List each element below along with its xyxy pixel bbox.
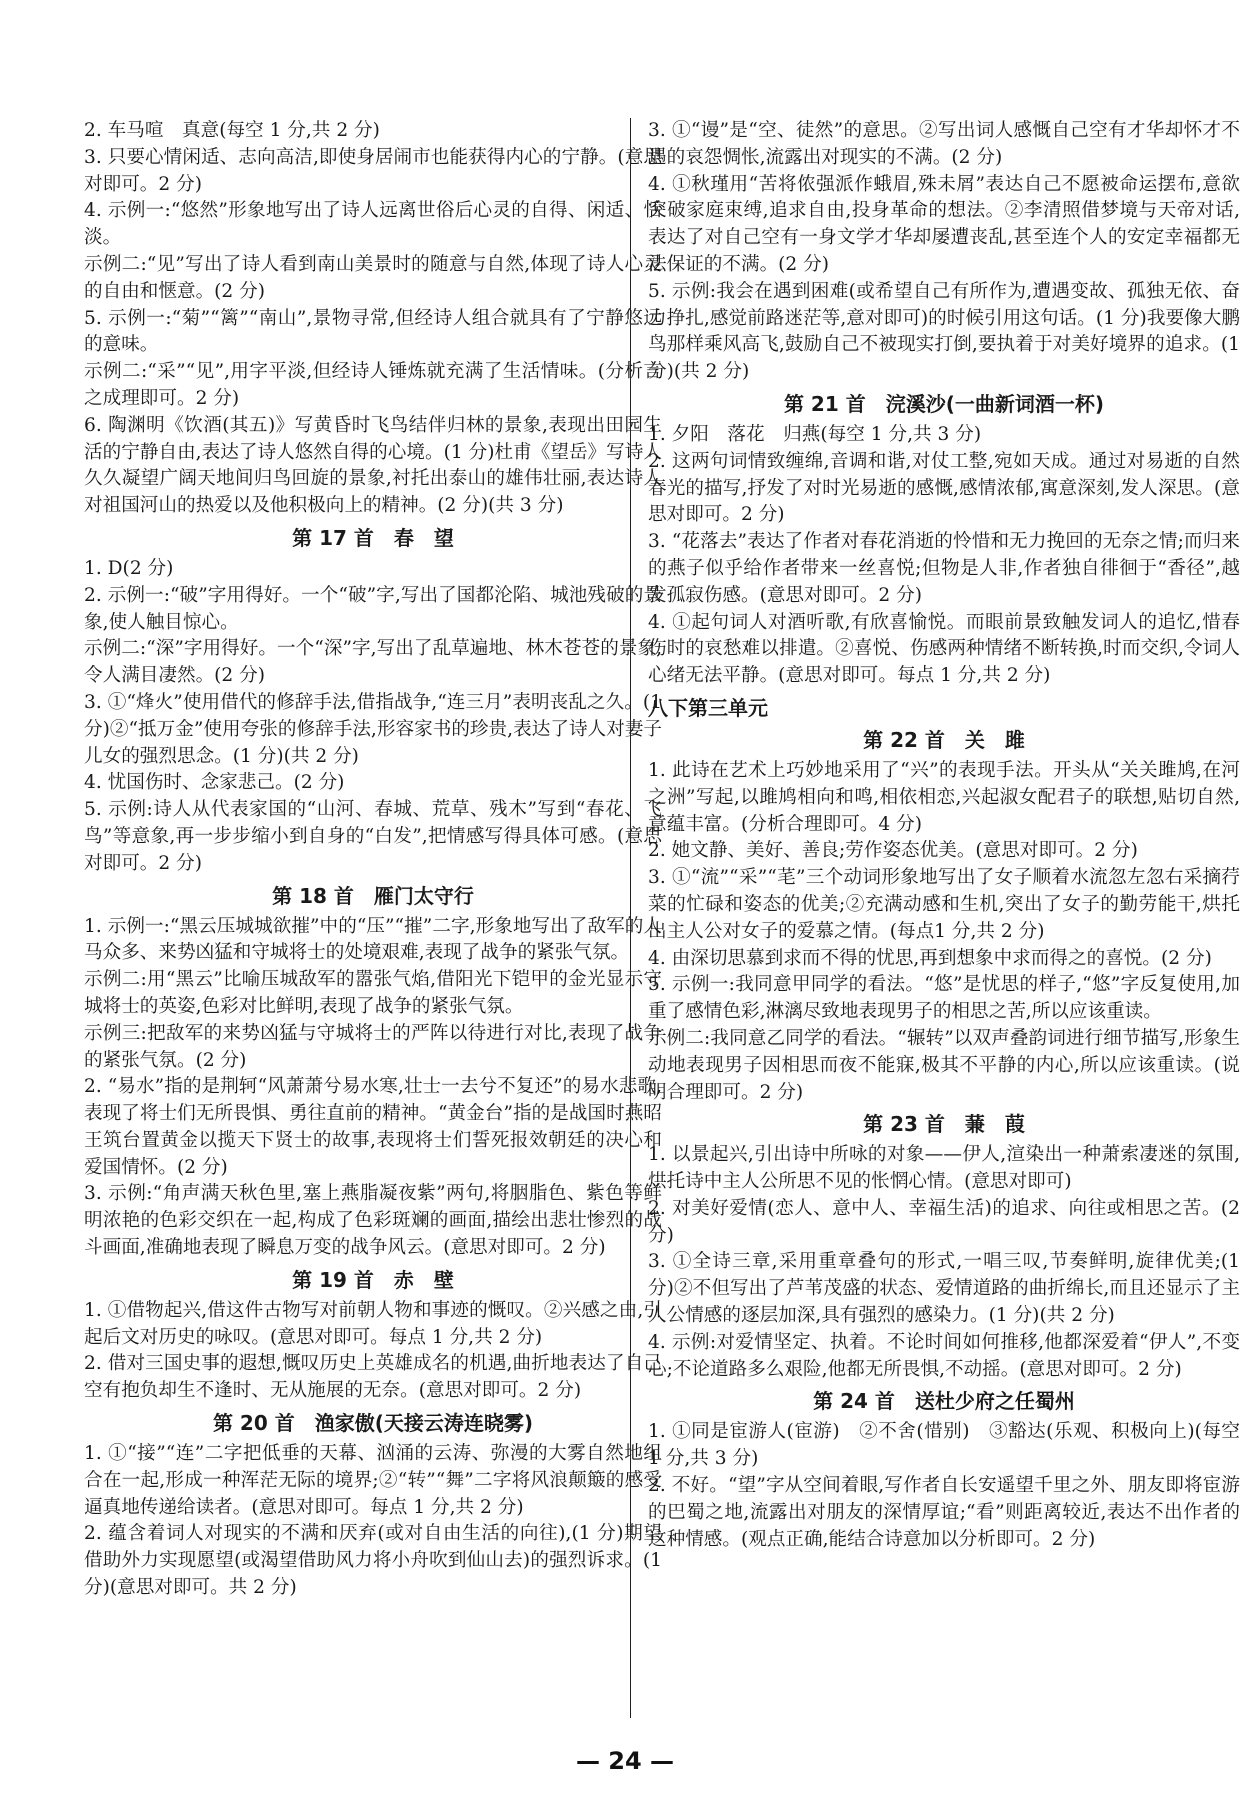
answer-paragraph: 4. 示例:对爱情坚定、执着。不论时间如何推移,他都深爱着“伊人”,不变心;不论道路多么艰险,他都无所畏惧,不动摇。(意思对即可。2 分)	[648, 1331, 1240, 1380]
answer-paragraph: 1. 此诗在艺术上巧妙地采用了“兴”的表现手法。开头从“关关雎鸠,在河之洲”写起,以雎鸠相向和鸣,相依相恋,兴起淑女配君子的联想,贴切自然,意蕴丰富。(分析合理即可。4 分)	[648, 759, 1240, 835]
section-heading: 第 23 首 蒹 葭	[863, 1112, 1025, 1137]
page-number: — 24 —	[575, 1747, 675, 1775]
answer-paragraph: 2. 这两句词情致缠绵,音调和谐,对仗工整,宛如天成。通过对易逝的自然春光的描写,抒发了对时光易逝的感慨,感情浓郁,寓意深刻,发人深思。(意思对即可。2 分)	[648, 450, 1240, 526]
answer-paragraph: 1. ①同是宦游人(宦游) ②不舍(惜别) ③豁达(乐观、积极向上)(每空 1 分,共 3 分)	[648, 1421, 1240, 1470]
answer-paragraph: 1. 示例一:“黑云压城城欲摧”中的“压”“摧”二字,形象地写出了敌军的人马众多、来势凶猛和守城将士的处境艰难,表现了战争的紧张气氛。	[84, 915, 662, 964]
unit-heading: 八下第三单元	[648, 695, 768, 720]
answer-paragraph: 2. 对美好爱情(恋人、意中人、幸福生活)的追求、向往或相思之苦。(2 分)	[648, 1197, 1240, 1246]
answer-paragraph: 4. ①秋瑾用“苦将侬强派作蛾眉,殊未屑”表达自己不愿被命运摆布,意欲突破家庭束缚,追求自由,投身革命的想法。②李清照借梦境与天帝对话,表达了对自己空有一身文学才华却屡遭丧乱,甚至连个人的安定幸福都无法保证的不满。(2 分)	[648, 173, 1240, 275]
column-divider	[630, 118, 631, 1718]
answer-paragraph: 3. ①“烽火”使用借代的修辞手法,借指战争,“连三月”表明丧乱之久。(1 分)②“抵万金”使用夸张的修辞手法,形容家书的珍贵,表达了诗人对妻子儿女的强烈思念。(1 分)(共 2 分)	[84, 691, 662, 767]
answer-paragraph: 2. 不好。“望”字从空间着眼,写作者自长安遥望千里之外、朋友即将宦游的巴蜀之地,流露出对朋友的深情厚谊;“看”则距离较近,表达不出作者的这种情感。(观点正确,能结合诗意加以分析即可。2 分)	[648, 1475, 1240, 1550]
answer-paragraph: 示例二:用“黑云”比喻压城敌军的嚣张气焰,借阳光下铠甲的金光显示守城将士的英姿,色彩对比鲜明,表现了战争的紧张气氛。	[84, 969, 662, 1017]
section-heading: 第 18 首 雁门太守行	[272, 883, 474, 908]
answer-paragraph: 5. 示例:诗人从代表家国的“山河、春城、荒草、残木”写到“春花、飞鸟”等意象,再一步步缩小到自身的“白发”,把情感写得具体可感。(意思对即可。2 分)	[84, 799, 662, 874]
answer-paragraph: 1. ①借物起兴,借这件古物写对前朝人物和事迹的慨叹。②兴感之由,引起后文对历史的咏叹。(意思对即可。每点 1 分,共 2 分)	[84, 1299, 662, 1348]
answer-paragraph: 3. ①“谩”是“空、徒然”的意思。②写出词人感慨自己空有才华却怀才不遇的哀怨惆怅,流露出对现实的不满。(2 分)	[648, 120, 1240, 168]
answer-paragraph: 5. 示例:我会在遇到困难(或希望自己有所作为,遭遇变故、孤独无依、奋力挣扎,感觉前路迷茫等,意对即可)的时候引用这句话。(1 分)我要像大鹏鸟那样乘风高飞,鼓励自己不被现实打倒,要执着于对美好境界的追求。(1 分)(共 2 分)	[648, 280, 1240, 383]
answer-paragraph: 2. 她文静、美好、善良;劳作姿态优美。(意思对即可。2 分)	[648, 840, 1138, 862]
answer-paragraph: 4. 示例一:“悠然”形象地写出了诗人远离世俗后心灵的自得、闲适、恬淡。	[84, 200, 662, 249]
answer-paragraph: 4. ①起句词人对酒听歌,有欣喜愉悦。而眼前景致触发词人的追忆,惜春伤时的哀愁难以排遣。②喜悦、伤感两种情绪不断转换,时而交织,令词人心绪无法平静。(意思对即可。每点 1 分,共 2 分)	[648, 611, 1240, 687]
answer-paragraph: 示例二:“采”“见”,用字平淡,但经诗人锤炼就充满了生活情味。(分析言之成理即可。2 分)	[84, 361, 662, 409]
section-heading: 第 17 首 春 望	[292, 525, 454, 550]
section-heading: 第 21 首 浣溪沙(一曲新词酒一杯)	[783, 391, 1105, 416]
answer-paragraph: 1. ①“接”“连”二字把低垂的天幕、汹涌的云涛、弥漫的大雾自然地组合在一起,形成一种浑茫无际的境界;②“转”“舞”二字将风浪颠簸的感受逼真地传递给读者。(意思对即可。每点 1 分,共 2 分)	[84, 1443, 662, 1518]
answer-paragraph: 2. 借对三国史事的遐想,慨叹历史上英雄成名的机遇,曲折地表达了自己空有抱负却生不逢时、无从施展的无奈。(意思对即可。2 分)	[84, 1353, 662, 1402]
right-column	[648, 118, 1240, 1553]
answer-paragraph: 6. 陶渊明《饮酒(其五)》写黄昏时飞鸟结伴归林的景象,表现出田园生活的宁静自由,表达了诗人悠然自得的心境。(1 分)杜甫《望岳》写诗人久久凝望广阔天地间归鸟回旋的景象,衬托出泰山的雄伟壮丽,表达诗人对祖国河山的热爱以及他积极向上的精神。(2 分)(共 3 分)	[84, 414, 662, 517]
answer-paragraph: 1. 夕阳 落花 归燕(每空 1 分,共 3 分)	[648, 423, 982, 445]
answer-paragraph: 5. 示例一:我同意甲同学的看法。“悠”是忧思的样子,“悠”字反复使用,加重了感情色彩,淋漓尽致地表现男子的相思之苦,所以应该重读。	[648, 974, 1240, 1023]
left-column	[84, 118, 662, 1602]
answer-paragraph: 3. 示例:“角声满天秋色里,塞上燕脂凝夜紫”两句,将胭脂色、紫色等鲜明浓艳的色彩交织在一起,构成了色彩斑斓的画面,描绘出悲壮惨烈的战斗画面,准确地表现了瞬息万变的战争风云。(意思对即可。2 分)	[84, 1183, 662, 1259]
answer-paragraph: 3. ①全诗三章,采用重章叠句的形式,一唱三叹,节奏鲜明,旋律优美;(1 分)②不但写出了芦苇茂盛的状态、爱情道路的曲折绵长,而且还显示了主人公情感的逐层加深,具有强烈的感染力。(1 分)(共 2 分)	[648, 1251, 1240, 1327]
answer-paragraph: 2. “易水”指的是荆轲“风萧萧兮易水寒,壮士一去兮不复还”的易水悲歌,表现了将士们无所畏惧、勇往直前的精神。“黄金台”指的是战国时燕昭王筑台置黄金以揽天下贤士的故事,表现将士们誓死报效朝廷的决心和爱国情怀。(2 分)	[84, 1076, 662, 1178]
answer-paragraph: 3. 只要心情闲适、志向高洁,即使身居闹市也能获得内心的宁静。(意思对即可。2 分)	[84, 146, 662, 195]
answer-paragraph: 2. 车马喧 真意(每空 1 分,共 2 分)	[84, 120, 380, 141]
answer-paragraph: 5. 示例一:“菊”“篱”“南山”,景物寻常,但经诗人组合就具有了宁静悠远的意味。	[84, 307, 662, 356]
answer-paragraph: 2. 示例一:“破”字用得好。一个“破”字,写出了国都沦陷、城池残破的景象,使人触目惊心。	[84, 584, 662, 633]
section-heading: 第 24 首 送杜少府之任蜀州	[813, 1389, 1075, 1414]
answer-paragraph: 4. 由深切思慕到求而不得的忧思,再到想象中求而得之的喜悦。(2 分)	[648, 947, 1212, 969]
answer-paragraph: 示例二:我同意乙同学的看法。“辗转”以双声叠韵词进行细节描写,形象生动地表现男子因相思而夜不能寐,极其不平静的内心,所以应该重读。(说明合理即可。2 分)	[648, 1027, 1240, 1103]
answer-paragraph: 4. 忧国伤时、念家悲己。(2 分)	[84, 772, 345, 794]
answer-paragraph: 示例二:“见”写出了诗人看到南山美景时的随意与自然,体现了诗人心灵的自由和惬意。(2 分)	[84, 253, 662, 302]
answer-paragraph: 3. “花落去”表达了作者对春花消逝的怜惜和无力挽回的无奈之情;而归来的燕子似乎给作者带来一丝喜悦;但物是人非,作者独自徘徊于“香径”,越发孤寂伤感。(意思对即可。2 分)	[648, 531, 1240, 606]
answer-paragraph: 1. D(2 分)	[84, 557, 174, 579]
answer-paragraph: 2. 蕴含着词人对现实的不满和厌弃(或对自由生活的向往),(1 分)期望借助外力实现愿望(或渴望借助风力将小舟吹到仙山去)的强烈诉求。(1 分)(意思对即可。共 2 分)	[84, 1523, 662, 1599]
answer-paragraph: 示例三:把敌军的来势凶猛与守城将士的严阵以待进行对比,表现了战争的紧张气氛。(2 分)	[84, 1022, 662, 1071]
section-heading: 第 19 首 赤 壁	[292, 1267, 454, 1292]
section-heading: 第 22 首 关 雎	[863, 727, 1025, 752]
answer-paragraph: 1. 以景起兴,引出诗中所咏的对象——伊人,渲染出一种萧索凄迷的氛围,烘托诗中主人公所思不见的怅惘心情。(意思对即可)	[648, 1144, 1240, 1193]
section-heading: 第 20 首 渔家傲(天接云涛连晓雾)	[212, 1411, 534, 1436]
answer-paragraph: 示例二:“深”字用得好。一个“深”字,写出了乱草遍地、林木苍苍的景象,令人满目凄然。(2 分)	[84, 638, 662, 687]
answer-paragraph: 3. ①“流”“采”“芼”三个动词形象地写出了女子顺着水流忽左忽右采摘荇菜的忙碌和姿态的优美;②充满动感和生机,突出了女子的勤劳能干,烘托出主人公对女子的爱慕之情。(每点1 分,共 2 分)	[648, 867, 1240, 942]
